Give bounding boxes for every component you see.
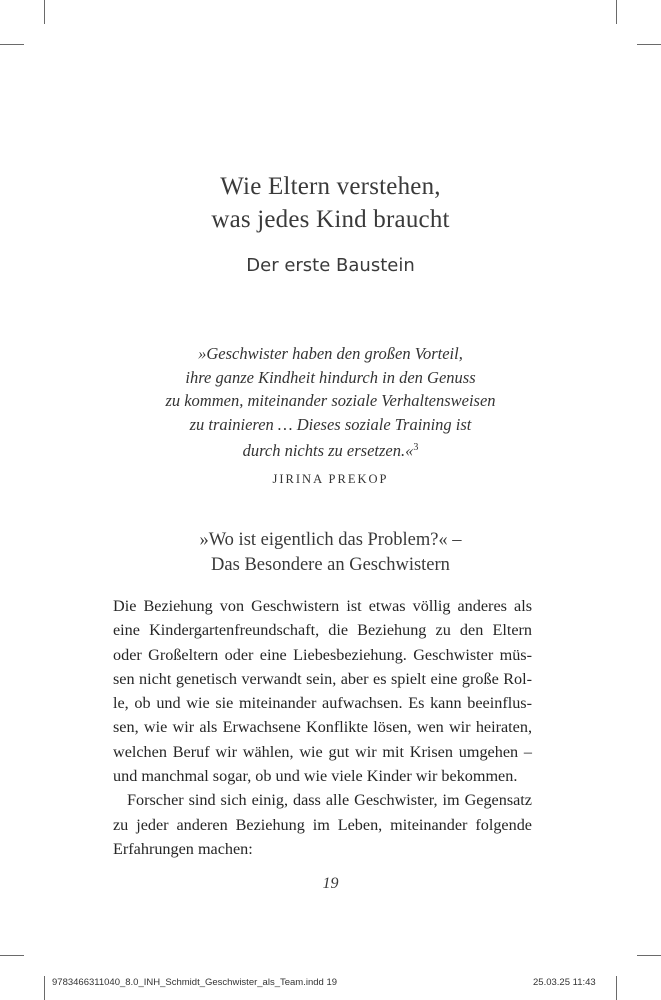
print-slug-timestamp: 25.03.25 11:43 (533, 977, 596, 988)
body-line: welchen Beruf wir wählen, wie gut wir mit Krisen umgehen – (113, 742, 532, 761)
section-title (0, 528, 661, 578)
crop-mark-top-right-horizontal (637, 44, 661, 45)
body-line: oder Großeltern oder eine Liebesbeziehung. Geschwister müs- (113, 645, 532, 664)
body-line: Forscher sind sich einig, dass alle Geschwister, im Gegensatz (127, 791, 532, 810)
crop-mark-top-right-vertical (616, 0, 617, 24)
quote-line: ihre ganze Kindheit hindurch in den Genuss (185, 367, 476, 387)
body-line: zu jeder anderen Beziehung im Leben, miteinander folgende (113, 815, 532, 834)
quote-author: JIRINA PREKOP (272, 472, 389, 486)
chapter-title-line: Wie Eltern verstehen, (220, 173, 441, 200)
crop-mark-bottom-left-vertical (44, 976, 45, 1000)
page-number: 19 (322, 875, 339, 892)
chapter-title-line: was jedes Kind braucht (211, 206, 450, 233)
quote-line: durch nichts zu ersetzen.« (242, 441, 414, 460)
crop-mark-top-left-vertical (44, 0, 45, 24)
quote-line: zu trainieren … Dieses soziale Training ist (189, 414, 472, 434)
body-line: Erfahrungen machen: (113, 839, 253, 858)
body-line: le, ob und wie sie miteinander aufwachsen. Es kann beeinflus- (113, 694, 532, 713)
body-line: sen nicht genetisch verwandt sein, aber es spielt eine große Rol- (113, 669, 532, 688)
crop-mark-top-left-horizontal (0, 44, 24, 45)
body-line: eine Kindergartenfreundschaft, die Beziehung zu den Eltern (113, 621, 532, 640)
chapter-title (0, 170, 661, 236)
body-line: und manchmal sogar, ob und wie viele Kinder wir bekommen. (113, 767, 518, 786)
chapter-subtitle: Der erste Baustein (246, 255, 415, 276)
crop-mark-bottom-right-horizontal (637, 955, 661, 956)
crop-mark-bottom-left-horizontal (0, 955, 24, 956)
body-text (113, 594, 532, 861)
quote-line: »Geschwister haben den großen Vorteil, (198, 344, 463, 363)
body-line: sen, wie wir als Erwachsene Konflikte lösen, wen wir heiraten, (113, 718, 532, 737)
quote-line-last (0, 436, 661, 463)
crop-mark-bottom-right-vertical (616, 976, 617, 1000)
epigraph-quote (0, 342, 661, 463)
quote-line: zu kommen, miteinander soziale Verhaltensweisen (165, 391, 496, 410)
footnote-marker: 3 (413, 442, 419, 453)
body-line: Die Beziehung von Geschwistern ist etwas völlig anderes als (113, 597, 532, 615)
section-title-line: Das Besondere an Geschwistern (211, 555, 450, 575)
section-title-line: »Wo ist eigentlich das Problem?« – (199, 530, 462, 550)
print-slug-filename: 9783466311040_8.0_INH_Schmidt_Geschwister_als_Team.indd 19 (52, 977, 338, 988)
